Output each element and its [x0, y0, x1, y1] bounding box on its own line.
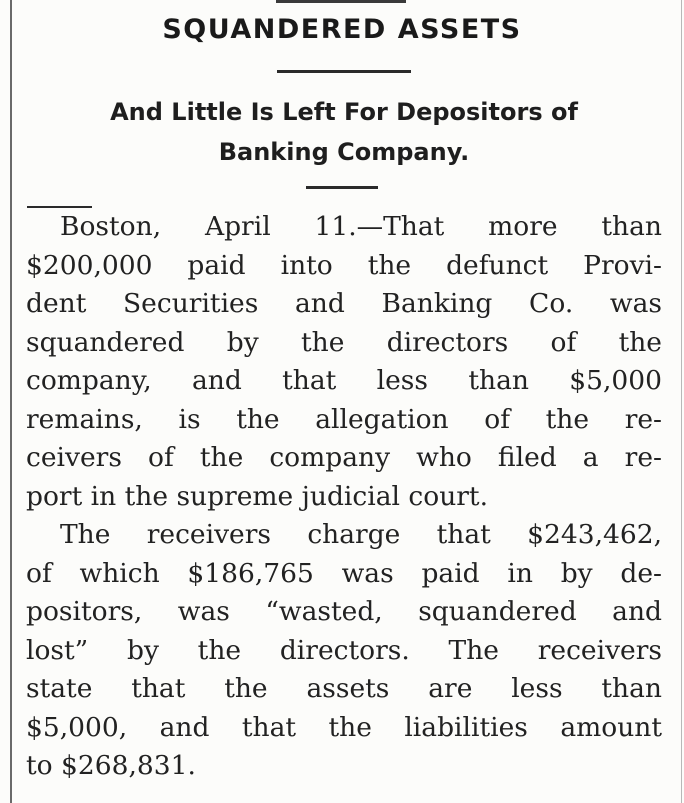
- paragraph-1-line: $200,000 paid into the defunct Provi-: [26, 249, 662, 281]
- subhead-line: And Little Is Left For Depositors of: [110, 98, 578, 126]
- paragraph-2-line: state that the assets are less than: [26, 673, 662, 704]
- paragraph-1-line: port in the supreme judicial court.: [26, 480, 489, 512]
- subhead-divider-rule: [306, 186, 378, 189]
- paragraph-2-line: positors, was “wasted, squandered and: [26, 596, 662, 627]
- paragraph-2-line: $5,000, and that the liabilities amount: [26, 711, 662, 743]
- paragraph-1-line: remains, is the allegation of the re-: [26, 403, 662, 435]
- headline-divider-rule: [277, 70, 411, 73]
- paragraph-1-line: ceivers of the company who filed a re-: [26, 442, 662, 473]
- top-divider-rule: [276, 0, 406, 3]
- article-subhead: [14, 92, 674, 172]
- paragraph-2-line: of which $186,765 was paid in by de-: [26, 557, 662, 589]
- article-body: [26, 208, 662, 786]
- paragraph-2-line: lost” by the directors. The receivers: [26, 634, 662, 666]
- paragraph-2-line: to $268,831.: [26, 750, 196, 781]
- subhead-line: Banking Company.: [218, 138, 470, 166]
- paragraph-1-line: company, and that less than $5,000: [26, 365, 662, 396]
- article-headline: SQUANDERED ASSETS: [162, 14, 522, 45]
- column-rule-right: [681, 0, 682, 803]
- paragraph-1-line: Boston, April 11.—That more than: [60, 211, 662, 242]
- paragraph-2-line: The receivers charge that $243,462,: [60, 519, 662, 550]
- paragraph-1-line: dent Securities and Banking Co. was: [26, 288, 662, 319]
- paragraph-1-line: squandered by the directors of the: [26, 326, 662, 358]
- column-rule-left: [10, 0, 12, 803]
